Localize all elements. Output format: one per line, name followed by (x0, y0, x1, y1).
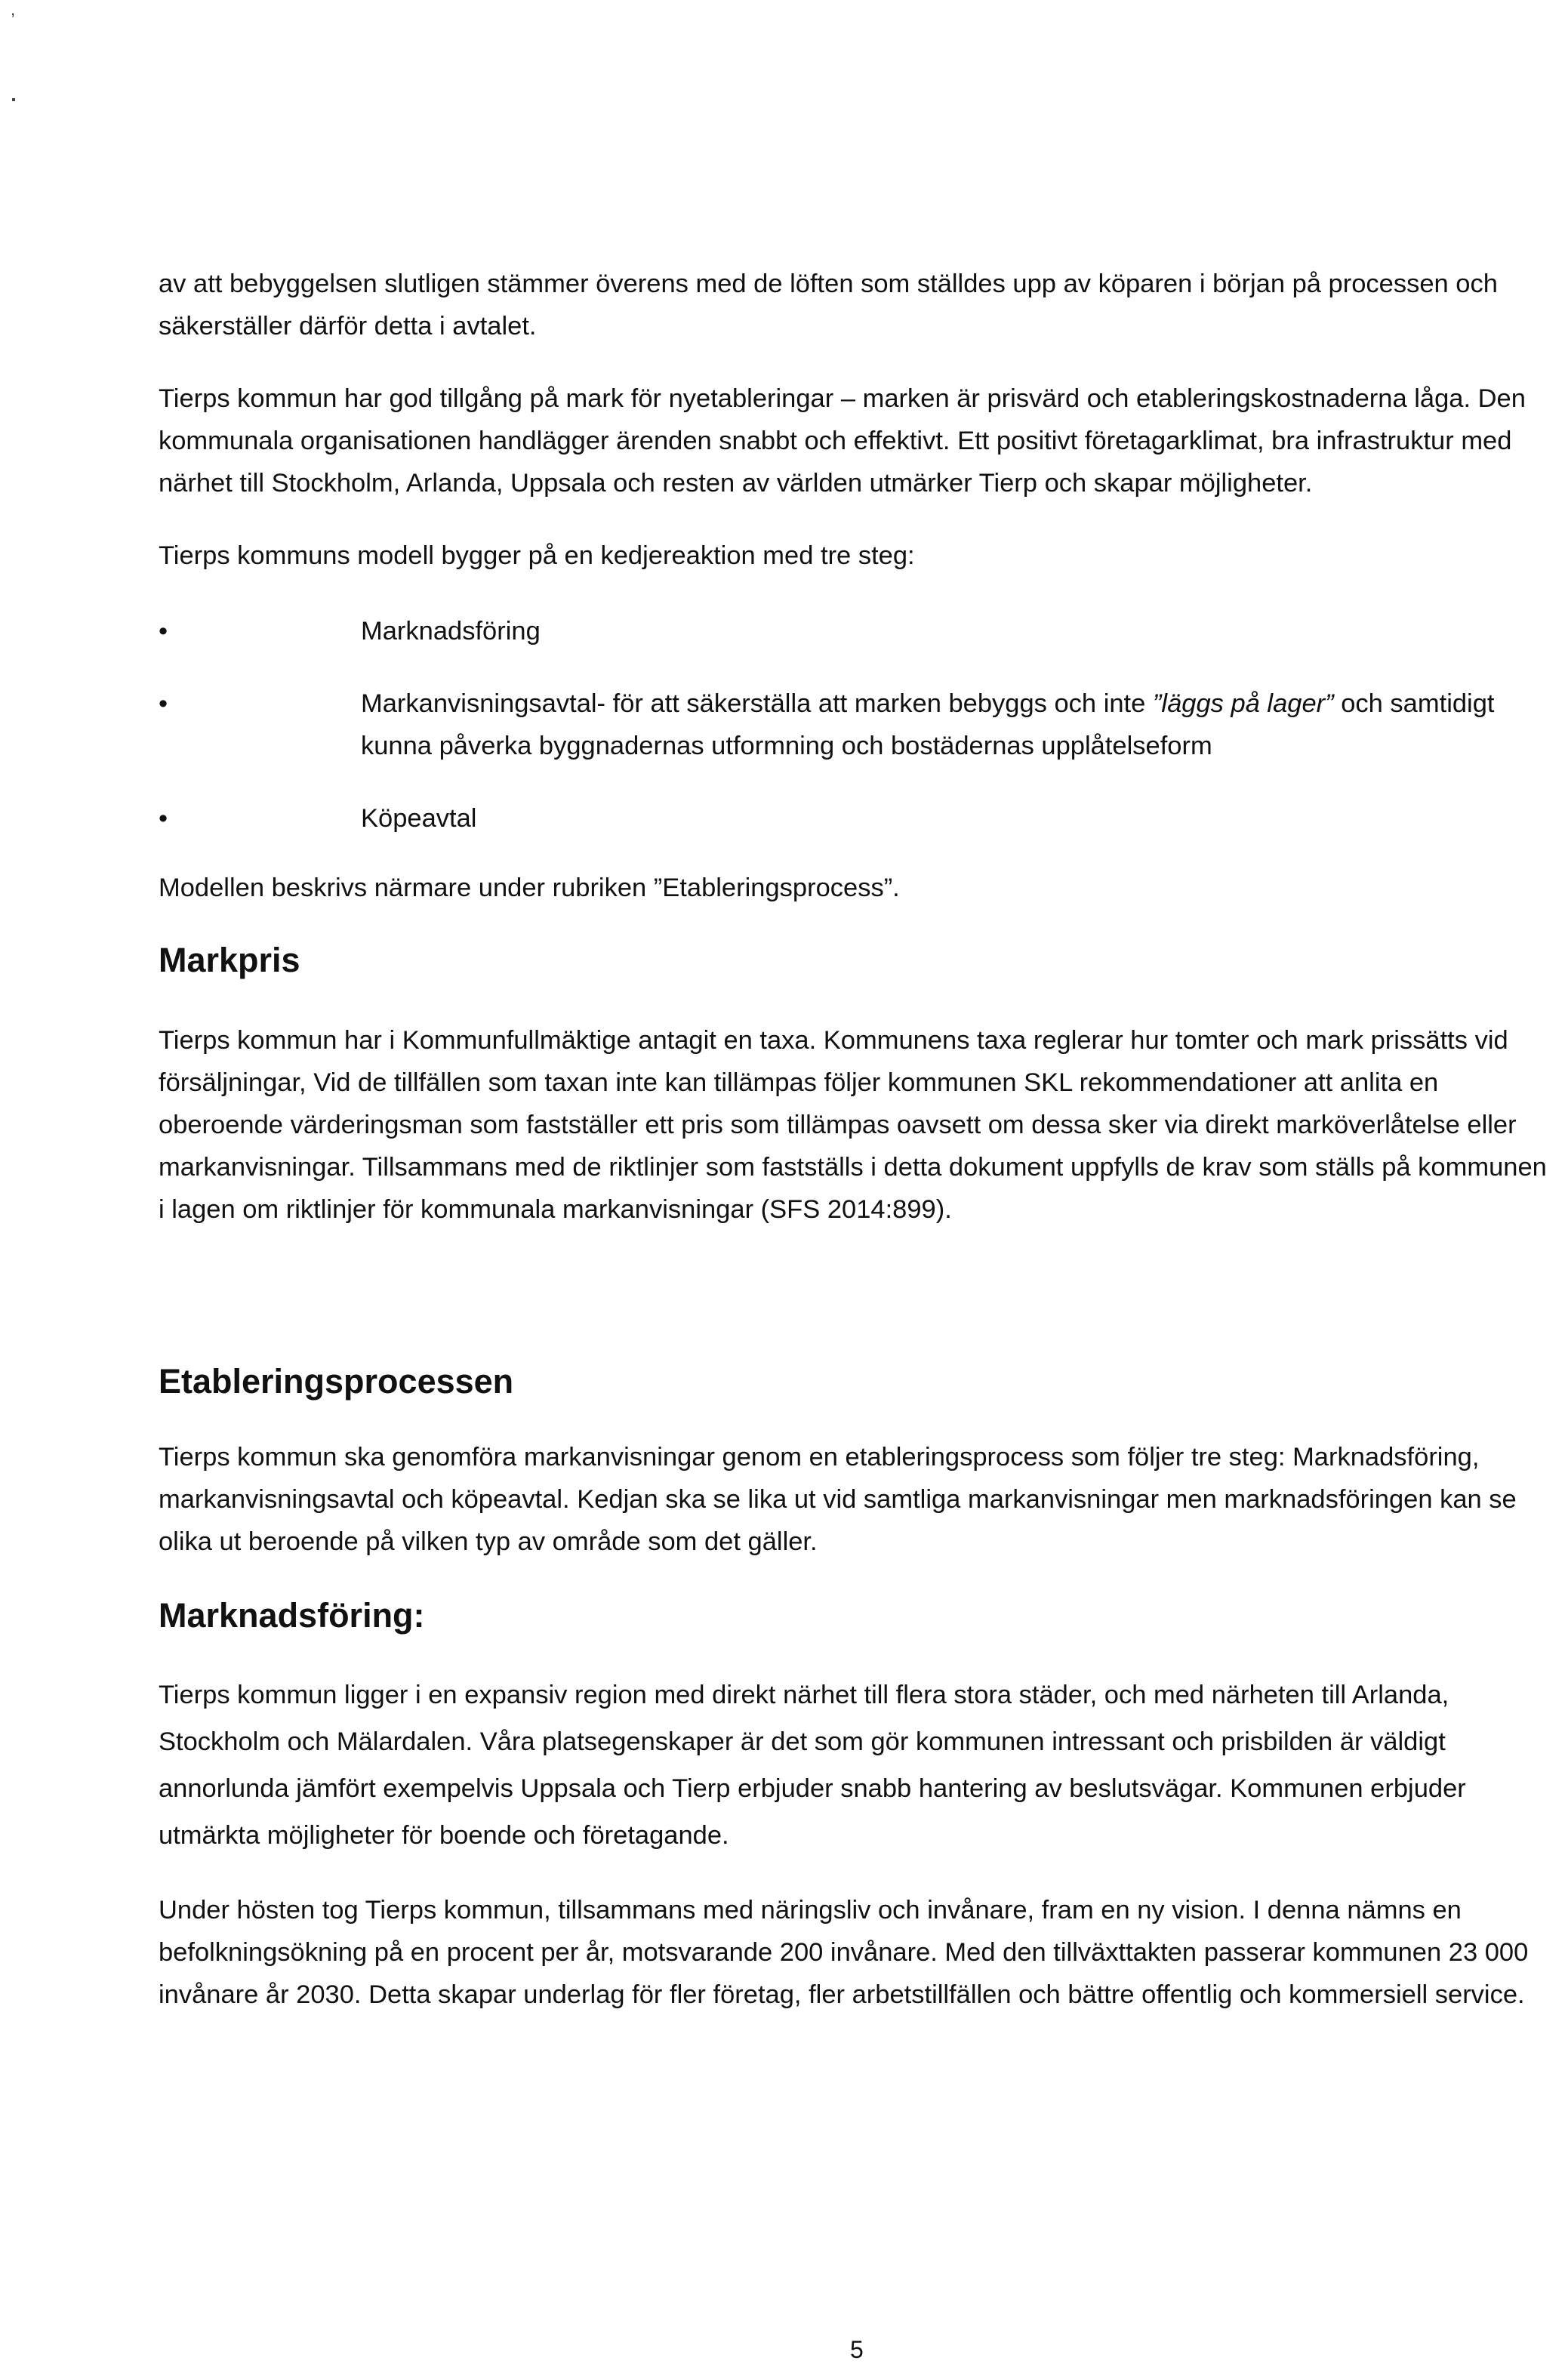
paragraph-vision: Under hösten tog Tierps kommun, tillsammans med näringsliv och invånare, fram en ny vision. I denna nämns en befolkningsökning på en procent per år, motsvarande 200 invånare. Med den tillväxttakten passerar kommunen 23 000 invånare år 2030. Detta skapar underlag för fler företag, fler arbetstillfällen och bättre offentlig och kommersiell service. (159, 1896, 1529, 2009)
scan-dot (12, 98, 15, 101)
corner-mark: , (11, 0, 16, 19)
heading-markpris: Markpris (159, 941, 300, 979)
paragraph-markpris: Tierps kommun har i Kommunfullmäktige antagit en taxa. Kommunens taxa reglerar hur tomter och mark prissätts vid försäljningar, Vid de tillfällen som taxan inte kan tillämpas följer kommunen SKL rekommendationer att anlita en oberoende värderingsman som fastställer ett pris som tillämpas oavsett om dessa sker via direkt marköverlåtelse eller markanvisningar. Tillsammans med de riktlinjer som fastställs i detta dokument uppfylls de krav som ställs på kommunen i lagen om riktlinjer för kommunala markanvisningar (SFS 2014:899). (159, 1026, 1547, 1224)
list-item-quote: ”läggs på lager” (1152, 689, 1334, 718)
bullet: • (159, 617, 168, 646)
list-item-text: Marknadsföring (361, 617, 541, 646)
page-body (159, 263, 1555, 2016)
paragraph-model-intro: Tierps kommuns modell bygger på en kedjereaktion med tre steg: (159, 541, 915, 570)
bullet: • (159, 804, 168, 833)
list-item-text-rest: och samtidigt kunna påverka byggnadernas utformning och bostädernas upplåtelseform (361, 689, 1495, 760)
list-item (159, 610, 1555, 652)
list-item-text: Markanvisningsavtal- för att säkerställa att marken bebyggs och inte (361, 689, 1153, 718)
paragraph-land-availability: Tierps kommun har god tillgång på mark för nyetableringar – marken är prisvärd och etableringskostnaderna låga. Den kommunala organisationen handlägger ärenden snabbt och effektivt. Ett positivt företagarklimat, bra infrastruktur med närhet till Stockholm, Arlanda, Uppsala och resten av världen utmärker Tierp och skapar möjligheter. (159, 384, 1526, 498)
list-item (159, 797, 1555, 840)
paragraph-etableringsprocessen: Tierps kommun ska genomföra markanvisningar genom en etableringsprocess som följer tre steg: Marknadsföring, markanvisningsavtal och köpeavtal. Kedjan ska se lika ut vid samtliga markanvisningar men marknadsföringen kan se olika ut beroende på vilken typ av område som det gäller. (159, 1443, 1517, 1556)
heading-etableringsprocessen: Etableringsprocessen (159, 1362, 514, 1401)
heading-marknadsforing: Marknadsföring: (159, 1596, 425, 1635)
list-item-text: Köpeavtal (361, 804, 477, 833)
model-steps-list (159, 610, 1555, 840)
paragraph-continuation: av att bebyggelsen slutligen stämmer överens med de löften som ställdes upp av köparen i början på processen och säkerställer därför detta i avtalet. (159, 270, 1498, 341)
bullet: • (159, 689, 168, 718)
paragraph-model-reference: Modellen beskrivs närmare under rubriken ”Etableringsprocess”. (159, 874, 900, 902)
list-item (159, 683, 1555, 767)
page-number: 5 (850, 2336, 864, 2363)
paragraph-marknadsforing: Tierps kommun ligger i en expansiv region med direkt närhet till flera stora städer, och med närheten till Arlanda, Stockholm och Mälardalen. Våra platsegenskaper är det som gör kommunen intressant och prisbilden är väldigt annorlunda jämfört exempelvis Uppsala och Tierp erbjuder snabb hantering av beslutsvägar. Kommunen erbjuder utmärkta möjligheter för boende och företagande. (159, 1681, 1466, 1850)
